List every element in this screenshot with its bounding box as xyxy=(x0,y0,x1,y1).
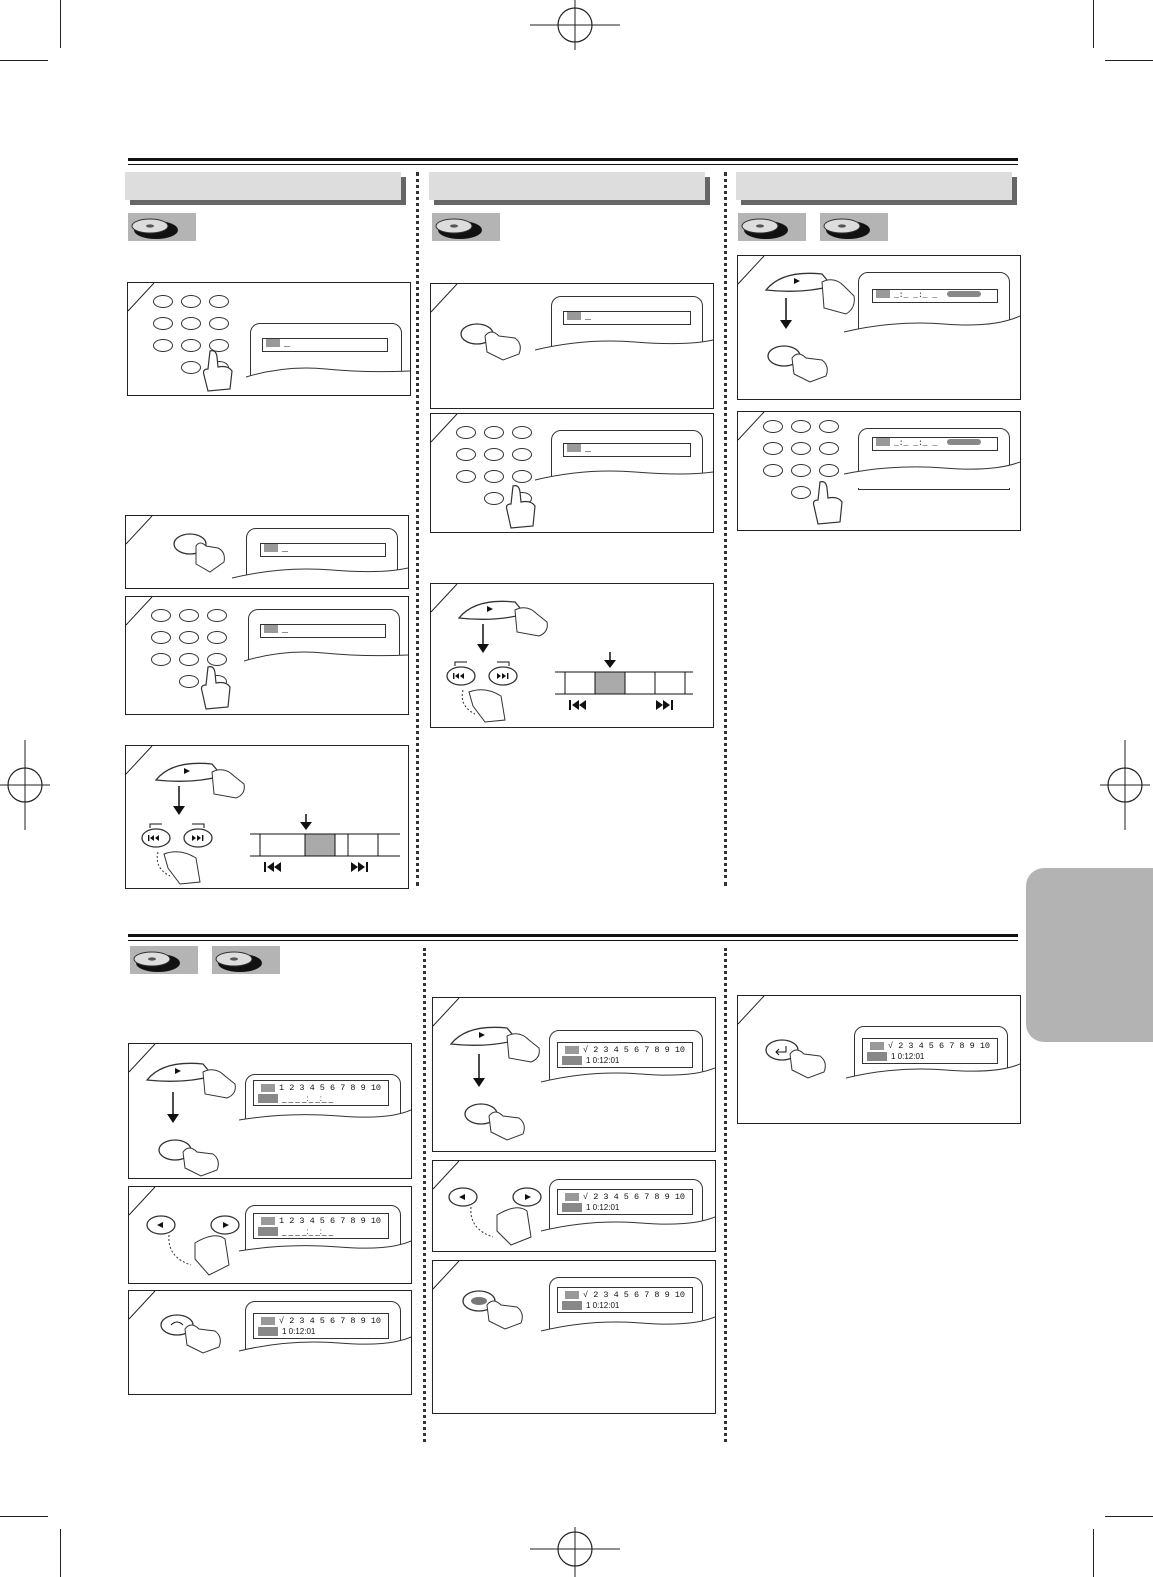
play-button-icon[interactable] xyxy=(152,754,252,802)
crop-mark xyxy=(60,0,61,48)
program-strip: 1 2 3 4 5 6 7 8 9 10 xyxy=(258,1083,388,1093)
skip-previous-icon xyxy=(569,700,586,710)
crop-mark xyxy=(0,60,48,61)
disc-icon xyxy=(212,946,280,974)
program-strip: √ 2 3 4 5 6 7 8 9 10 xyxy=(258,1316,388,1326)
step-panel-return xyxy=(737,995,1021,1124)
crop-mark xyxy=(1093,1529,1094,1577)
cursor-left-right-icon[interactable] xyxy=(441,1185,551,1247)
hand-pointer-icon xyxy=(200,349,240,393)
step-panel-enter xyxy=(128,1290,412,1395)
step-panel-keypad xyxy=(127,282,411,396)
time-readout: _:_ _:_ _ xyxy=(872,437,998,451)
crop-mark xyxy=(1093,0,1094,48)
tt-row: 1 0:12:01 xyxy=(562,1056,619,1065)
column-divider xyxy=(423,948,426,1442)
track-readout: _ xyxy=(563,311,691,325)
track-position-diagram xyxy=(555,652,707,716)
section-rule xyxy=(128,934,1018,937)
program-strip: 1 2 3 4 5 6 7 8 9 10 xyxy=(258,1216,388,1226)
play-button-icon[interactable] xyxy=(455,592,555,640)
track-readout: _ xyxy=(260,543,386,557)
tt-row: 1 0:12:01 xyxy=(562,1203,619,1212)
clear-button-icon[interactable] xyxy=(461,1287,531,1331)
section-rule xyxy=(128,158,1018,161)
skip-next-icon xyxy=(656,700,673,710)
arrow-down-icon xyxy=(475,624,491,654)
track-readout: _ xyxy=(262,338,388,352)
step-panel-play-skip xyxy=(125,745,409,889)
return-button-icon[interactable] xyxy=(764,1036,834,1080)
program-readout xyxy=(557,1287,693,1313)
crop-mark xyxy=(0,1516,48,1517)
play-button-icon[interactable] xyxy=(447,1018,547,1066)
skip-buttons-icon[interactable] xyxy=(140,822,230,886)
skip-buttons-icon[interactable] xyxy=(445,660,535,724)
step-panel-program-play xyxy=(128,1043,412,1179)
disc-icon xyxy=(820,213,888,241)
program-strip: √ 2 3 4 5 6 7 8 9 10 xyxy=(867,1041,997,1051)
step-panel-cursor xyxy=(128,1186,412,1284)
play-button-icon[interactable] xyxy=(143,1054,243,1102)
section-header-bar xyxy=(429,172,705,200)
step-panel-program-play xyxy=(432,997,716,1152)
tt-row: _ _ _ _:_ _:_ _ xyxy=(258,1227,333,1236)
section-rule xyxy=(128,940,1018,941)
remote-button-icon[interactable] xyxy=(170,526,230,576)
program-readout xyxy=(253,1080,389,1106)
disc-icon xyxy=(432,213,500,241)
step-panel-cursor xyxy=(432,1160,716,1252)
arrow-down-icon xyxy=(778,298,794,330)
track-position-diagram xyxy=(250,814,402,878)
program-strip: √ 2 3 4 5 6 7 8 9 10 xyxy=(562,1192,692,1202)
registration-mark-bottom xyxy=(530,1527,620,1577)
column-divider xyxy=(724,948,727,1442)
program-strip: √ 2 3 4 5 6 7 8 9 10 xyxy=(562,1290,692,1300)
program-readout xyxy=(253,1213,389,1239)
time-readout: _:_ _:_ _ xyxy=(872,289,998,303)
section-header-bar xyxy=(736,172,1012,200)
track-readout: _ xyxy=(563,443,691,457)
disc-icon xyxy=(738,213,806,241)
step-panel-play-skip xyxy=(430,583,714,728)
step-panel-play-button xyxy=(737,255,1021,400)
section-header-bar xyxy=(125,172,401,200)
program-strip: √ 2 3 4 5 6 7 8 9 10 xyxy=(562,1045,692,1055)
side-index-tab xyxy=(1026,868,1153,1042)
enter-button-icon[interactable] xyxy=(159,1311,229,1355)
step-panel-clear xyxy=(432,1260,716,1414)
column-divider xyxy=(416,172,419,886)
crop-mark xyxy=(1105,1516,1153,1517)
program-readout xyxy=(557,1189,693,1215)
tt-row: 1 0:12:01 xyxy=(867,1052,924,1061)
step-panel-button xyxy=(125,515,409,589)
crop-mark xyxy=(1105,60,1153,61)
step-panel-keypad xyxy=(125,596,409,715)
step-panel-keypad xyxy=(430,413,714,533)
hand-pointer-icon xyxy=(198,665,238,711)
arrow-down-icon xyxy=(171,786,187,816)
arrow-down-icon xyxy=(471,1054,487,1088)
step-panel-keypad xyxy=(737,411,1021,531)
remote-button-icon[interactable] xyxy=(459,318,529,362)
remote-button-icon[interactable] xyxy=(463,1098,533,1142)
screen-wave xyxy=(246,357,410,396)
tt-row: 1 0:12:01 xyxy=(258,1327,315,1336)
track-readout: _ xyxy=(260,624,386,638)
step-panel-button xyxy=(430,283,714,409)
remote-button-icon[interactable] xyxy=(157,1134,227,1178)
cursor-left-right-icon[interactable] xyxy=(139,1213,249,1277)
tt-row: _ _ _ _:_ _:_ _ xyxy=(258,1094,333,1103)
tt-row: 1 0:12:01 xyxy=(562,1301,619,1310)
crop-mark xyxy=(60,1529,61,1577)
section-rule xyxy=(128,164,1018,165)
disc-icon xyxy=(128,213,196,241)
arrow-down-icon xyxy=(165,1092,181,1124)
registration-mark-right xyxy=(1100,740,1150,830)
column-divider xyxy=(724,172,727,886)
skip-previous-icon xyxy=(264,862,281,872)
remote-button-icon[interactable] xyxy=(766,340,836,384)
registration-mark-top xyxy=(530,0,620,50)
registration-mark-left xyxy=(0,740,50,830)
skip-next-icon xyxy=(351,862,368,872)
disc-icon xyxy=(130,946,198,974)
